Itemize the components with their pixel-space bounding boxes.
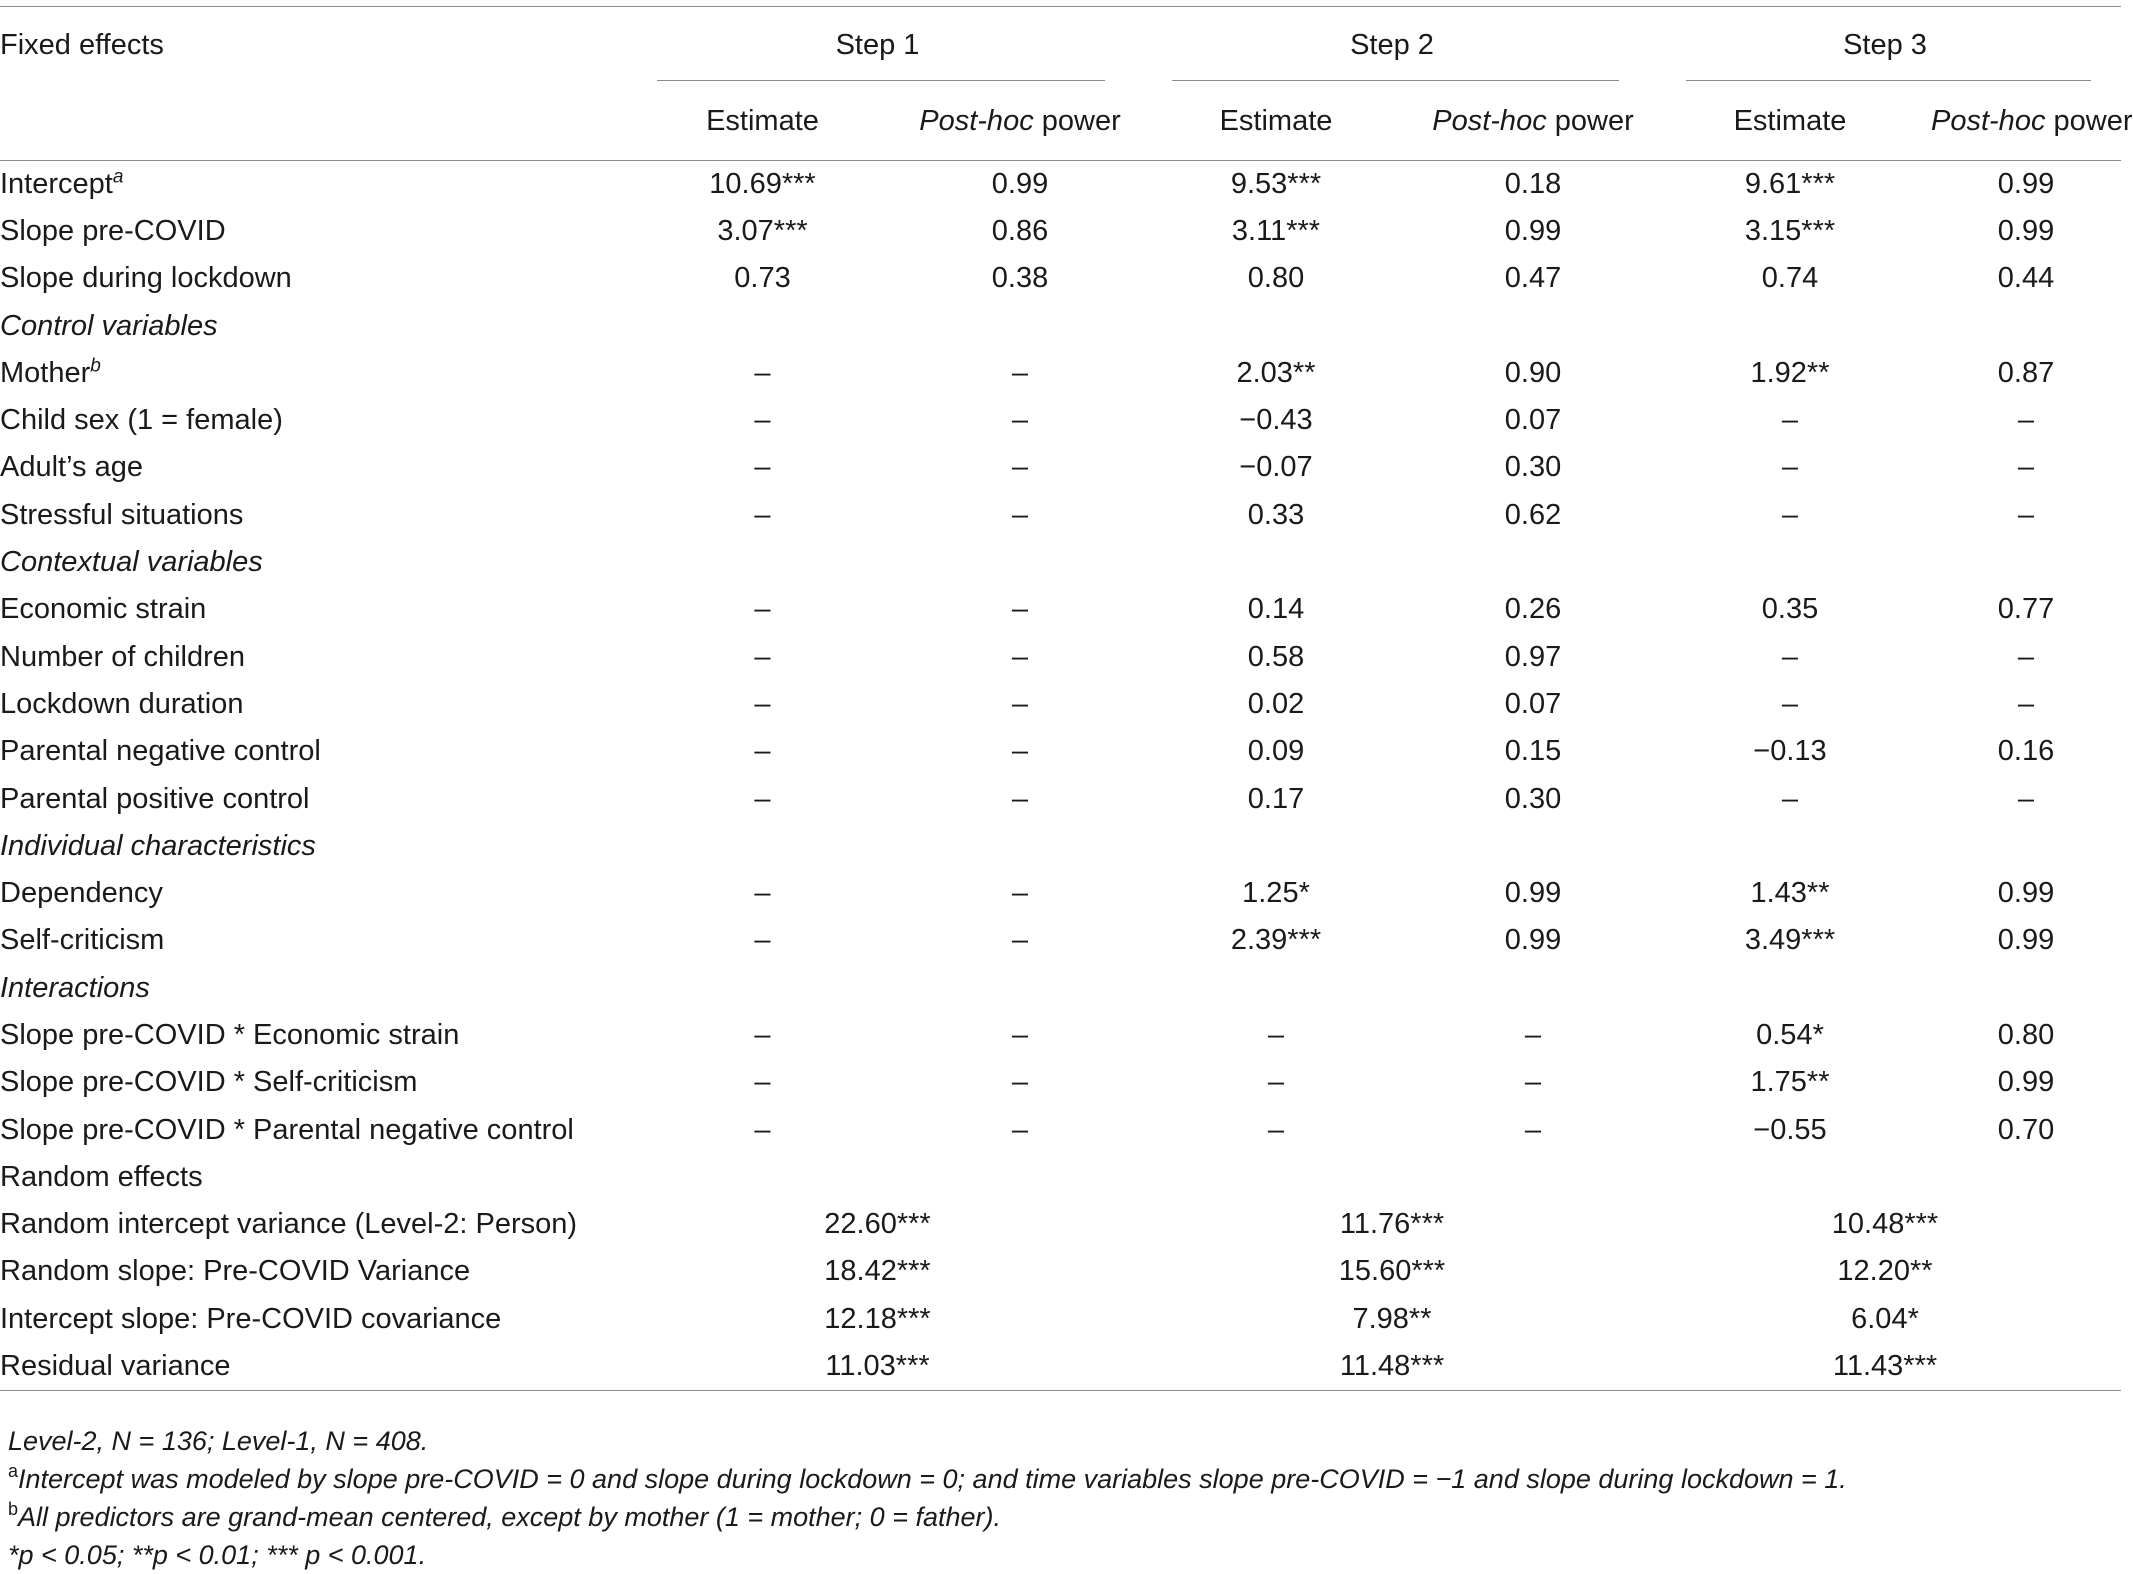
- power-cell: 0.07: [1504, 687, 1562, 720]
- section-heading: Individual characteristics: [0, 829, 316, 862]
- estimate-cell: 0.58: [1247, 640, 1305, 673]
- power-cell: 0.99: [1997, 214, 2055, 247]
- power-cell: –: [1011, 782, 1029, 815]
- table-row: [0, 161, 2121, 208]
- power-cell: 0.99: [1997, 924, 2055, 957]
- power-cell: –: [1524, 1018, 1542, 1051]
- estimate-cell: –: [754, 687, 771, 720]
- estimate-cell: –: [1781, 687, 1799, 720]
- row-label: Intercept$^a$: [0, 166, 124, 200]
- estimate-cell: 3.15***: [1744, 214, 1836, 247]
- table-row: [0, 208, 2121, 255]
- power-cell: 0.18: [1504, 167, 1562, 200]
- estimate-cell: –: [754, 451, 771, 484]
- estimate-cell: −0.55: [1753, 1113, 1827, 1146]
- estimate-cell: 9.53***: [1230, 167, 1322, 200]
- footnote-significance: *p < 0.05; **p < 0.01; *** p < 0.001.: [8, 1540, 427, 1570]
- estimate-cell: –: [754, 404, 771, 437]
- variance-cell: 11.76***: [1339, 1208, 1445, 1241]
- power-cell: 0.38: [991, 262, 1049, 295]
- estimate-cell: 0.02: [1247, 687, 1305, 720]
- estimate-cell: –: [754, 1113, 771, 1146]
- power-cell: 0.99: [991, 167, 1049, 200]
- step-3-header: Step 3: [1649, 7, 2121, 84]
- variance-cell: 12.18***: [824, 1302, 931, 1335]
- estimate-cell: –: [754, 1066, 771, 1099]
- table-row: [0, 397, 2121, 444]
- header-row-columns: [0, 84, 2121, 161]
- power-cell: 0.80: [1997, 1018, 2055, 1051]
- power-cell: 0.70: [1997, 1113, 2055, 1146]
- row-label: Lockdown duration: [0, 687, 244, 720]
- footnote-marker: a: [112, 166, 124, 188]
- regression-table: [0, 6, 2133, 1391]
- variance-cell: 12.20**: [1837, 1255, 1933, 1288]
- table-row: [0, 1012, 2121, 1059]
- table-row: [0, 728, 2121, 775]
- row-label: Random intercept variance (Level-2: Person): [0, 1208, 578, 1241]
- row-label: Intercept slope: Pre-COVID covariance: [0, 1302, 502, 1335]
- variance-cell: 10.48***: [1831, 1208, 1939, 1241]
- power-cell: 0.97: [1504, 640, 1562, 673]
- table-row: [0, 586, 2121, 633]
- power-cell: 0.99: [1997, 1066, 2055, 1099]
- power-cell: –: [2017, 498, 2035, 531]
- estimate-cell: 0.14: [1247, 593, 1305, 626]
- estimate-cell: 0.54*: [1756, 1018, 1824, 1051]
- section-row: [0, 823, 2121, 870]
- power-cell: 0.77: [1997, 593, 2055, 626]
- table-row: [0, 444, 2121, 491]
- estimate-cell: 3.49***: [1744, 924, 1836, 957]
- estimate-cell: 0.73: [734, 262, 791, 295]
- power-cell: –: [2017, 782, 2035, 815]
- table-row: [0, 633, 2121, 680]
- table-footnotes: [8, 1422, 1847, 1574]
- estimate-cell: 0.17: [1247, 782, 1305, 815]
- power-cell: –: [1011, 451, 1029, 484]
- section-row: [0, 302, 2121, 349]
- footnote-marker: b: [90, 355, 101, 377]
- section-heading: Contextual variables: [0, 546, 263, 579]
- row-label: Slope pre-COVID: [0, 214, 226, 247]
- row-label: Number of children: [0, 640, 245, 673]
- estimate-cell: –: [754, 1018, 771, 1051]
- estimate-cell: 0.09: [1247, 735, 1305, 768]
- posthoc-header-step-3: Post-hoc power: [1931, 105, 2133, 138]
- variance-cell: 18.42***: [824, 1255, 931, 1288]
- table-row: [0, 1059, 2121, 1106]
- estimate-cell: 1.92**: [1750, 356, 1830, 389]
- power-cell: 0.30: [1504, 782, 1562, 815]
- power-cell: 0.99: [1997, 167, 2055, 200]
- estimate-cell: –: [1781, 782, 1799, 815]
- variance-cell: 11.48***: [1339, 1349, 1445, 1382]
- estimate-cell: –: [1781, 451, 1799, 484]
- posthoc-header-step-2: Post-hoc power: [1432, 105, 1634, 138]
- estimate-cell: –: [754, 498, 771, 531]
- estimate-cell: –: [1267, 1018, 1285, 1051]
- power-cell: 0.26: [1504, 593, 1562, 626]
- estimate-cell: −0.43: [1239, 404, 1313, 437]
- row-label: Stressful situations: [0, 498, 244, 531]
- estimate-cell: 2.03**: [1236, 356, 1316, 389]
- table-row: [0, 775, 2121, 822]
- power-cell: 0.44: [1997, 262, 2055, 295]
- row-label: Economic strain: [0, 593, 207, 626]
- table-row: [0, 870, 2121, 917]
- estimate-cell: –: [754, 593, 771, 626]
- power-cell: 0.15: [1504, 735, 1562, 768]
- header-row-steps: [0, 7, 2121, 84]
- power-cell: 0.99: [1997, 877, 2055, 910]
- estimate-cell: 1.25*: [1242, 877, 1310, 910]
- variance-cell: 22.60***: [824, 1208, 931, 1241]
- table-row: [0, 681, 2121, 728]
- table-row: [0, 1296, 2121, 1343]
- variance-cell: 7.98**: [1352, 1302, 1432, 1335]
- row-label: Slope during lockdown: [0, 262, 292, 295]
- estimate-cell: 1.43**: [1750, 877, 1830, 910]
- power-cell: –: [1011, 924, 1029, 957]
- estimate-cell: –: [754, 877, 771, 910]
- table-row: [0, 255, 2121, 302]
- power-cell: –: [1011, 687, 1029, 720]
- estimate-cell: 0.80: [1247, 262, 1305, 295]
- row-label: Slope pre-COVID * Parental negative control: [0, 1113, 574, 1146]
- row-label: Parental negative control: [0, 735, 321, 768]
- power-cell: –: [1011, 640, 1029, 673]
- table-row: [0, 1106, 2121, 1153]
- row-label: Mother$^b$: [0, 355, 101, 389]
- estimate-cell: –: [754, 924, 771, 957]
- power-cell: –: [2017, 687, 2035, 720]
- estimate-cell: 10.69***: [709, 167, 816, 200]
- power-cell: –: [1524, 1066, 1542, 1099]
- power-cell: –: [2017, 404, 2035, 437]
- power-cell: –: [1011, 1066, 1029, 1099]
- estimate-cell: –: [1267, 1113, 1285, 1146]
- power-cell: –: [1011, 356, 1029, 389]
- footnote-sample-size: Level-2, N = 136; Level-1, N = 408.: [8, 1426, 429, 1456]
- table-row: [0, 1248, 2121, 1295]
- section-heading: Control variables: [0, 309, 218, 342]
- power-cell: –: [1524, 1113, 1542, 1146]
- step-1-header: Step 1: [620, 7, 1135, 84]
- estimate-header-step-3: Estimate: [1733, 105, 1847, 138]
- row-label: Dependency: [0, 877, 163, 910]
- estimate-cell: –: [1781, 640, 1799, 673]
- row-label: Slope pre-COVID * Economic strain: [0, 1018, 460, 1051]
- power-cell: –: [1011, 404, 1029, 437]
- footnote-a: $^a$Intercept was modeled by slope pre-COVID = 0 and slope during lockdown = 0; and time variables slope pre-COVID = −1 and slope during lockdown = 1.: [8, 1461, 1847, 1494]
- row-label: Self-criticism: [0, 924, 165, 957]
- estimate-cell: 2.39***: [1230, 924, 1322, 957]
- estimate-cell: 0.33: [1247, 498, 1305, 531]
- power-cell: –: [1011, 1018, 1029, 1051]
- estimate-cell: −0.13: [1753, 735, 1827, 768]
- power-cell: 0.62: [1504, 498, 1562, 531]
- row-label: Residual variance: [0, 1349, 231, 1382]
- power-cell: –: [1011, 498, 1029, 531]
- variance-cell: 15.60***: [1338, 1255, 1446, 1288]
- estimate-cell: –: [754, 735, 771, 768]
- power-cell: –: [2017, 451, 2035, 484]
- table-row: [0, 350, 2121, 397]
- row-label: Parental positive control: [0, 782, 310, 815]
- power-cell: 0.86: [991, 214, 1049, 247]
- power-cell: –: [2017, 640, 2035, 673]
- step-2-header: Step 2: [1135, 7, 1649, 84]
- power-cell: –: [1011, 1113, 1029, 1146]
- power-cell: 0.99: [1504, 877, 1562, 910]
- power-cell: 0.87: [1997, 356, 2055, 389]
- posthoc-header-step-1: Post-hoc power: [919, 105, 1121, 138]
- power-cell: 0.99: [1504, 924, 1562, 957]
- power-cell: –: [1011, 593, 1029, 626]
- estimate-cell: 3.07***: [717, 214, 808, 247]
- footnote-b: $^b$All predictors are grand-mean centered, except by mother (1 = mother; 0 = father).: [8, 1499, 1001, 1532]
- estimate-cell: −0.07: [1239, 451, 1313, 484]
- estimate-header-step-2: Estimate: [1219, 105, 1333, 138]
- power-cell: 0.90: [1504, 356, 1562, 389]
- estimate-cell: –: [754, 640, 771, 673]
- section-row: [0, 1154, 2121, 1201]
- table-row: [0, 1343, 2121, 1390]
- estimate-cell: 3.11***: [1231, 214, 1321, 247]
- estimate-cell: –: [1781, 498, 1799, 531]
- table-body: [0, 161, 2121, 1391]
- section-heading: Interactions: [0, 971, 150, 1004]
- estimate-cell: 9.61***: [1744, 167, 1836, 200]
- estimate-cell: –: [754, 782, 771, 815]
- power-cell: 0.16: [1997, 735, 2055, 768]
- row-label: Adult’s age: [0, 451, 143, 484]
- power-cell: 0.07: [1504, 404, 1562, 437]
- variance-cell: 11.03***: [825, 1349, 930, 1382]
- row-label: Random slope: Pre-COVID Variance: [0, 1255, 471, 1288]
- estimate-cell: 0.74: [1761, 262, 1819, 295]
- table-row: [0, 1201, 2121, 1248]
- table-row: [0, 917, 2121, 964]
- estimate-header-step-1: Estimate: [706, 105, 819, 138]
- power-cell: 0.99: [1504, 214, 1562, 247]
- section-row: [0, 965, 2121, 1012]
- variance-cell: 6.04*: [1851, 1302, 1919, 1335]
- table-row: [0, 492, 2121, 539]
- estimate-cell: –: [1781, 404, 1799, 437]
- variance-cell: 11.43***: [1832, 1349, 1938, 1382]
- power-cell: –: [1011, 877, 1029, 910]
- estimate-cell: –: [754, 356, 771, 389]
- estimate-cell: 0.35: [1761, 593, 1819, 626]
- fixed-effects-header: Fixed effects: [0, 28, 164, 61]
- row-label: Child sex (1 = female): [0, 404, 283, 437]
- estimate-cell: –: [1267, 1066, 1285, 1099]
- section-row: [0, 539, 2121, 586]
- power-cell: 0.30: [1504, 451, 1562, 484]
- row-label: Slope pre-COVID * Self-criticism: [0, 1066, 418, 1099]
- power-cell: –: [1011, 735, 1029, 768]
- power-cell: 0.47: [1504, 262, 1562, 295]
- estimate-cell: 1.75**: [1750, 1066, 1830, 1099]
- section-heading: Random effects: [0, 1160, 203, 1193]
